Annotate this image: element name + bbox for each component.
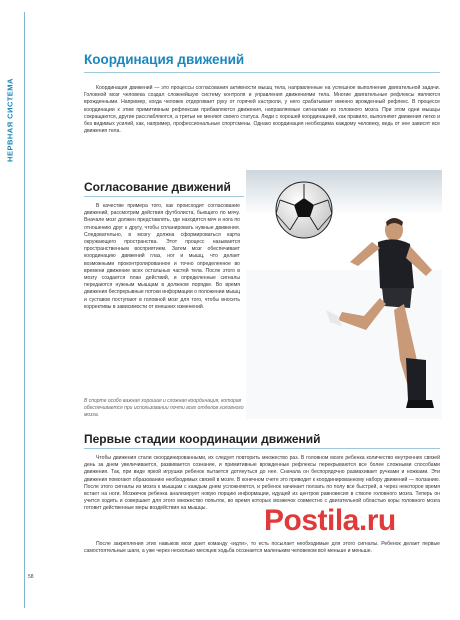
section-heading-coordination: Согласование движений xyxy=(84,180,231,194)
title-rule xyxy=(84,72,440,73)
sidebar-divider xyxy=(24,12,25,608)
intro-paragraph: Координация движений — это процессы согласования активности мышц тела, направленные на успешное выполнение двигательной задачи. Головной мозг человека создал сложнейшую систему контроля и управления движениями тела. Многие двигательные рефлексы являются врожденными. Например, когда человек отдергивает руку от горячей кастрюли, у него срабатывает именно врожденный рефлекс. В процессе координации к этим примитивным рефлексам прибавляются движения, направляемые сигналами из головного мозга. При этом одни мышцы сокращаются, другие расслабляются, а третьи не меняют своего статуса. Люди с хорошей координацией, как правило, выполняют движения легко и без видимых усилий, как, например, профессиональные спортсмены. Однако координация необходима каждому человеку, ведь от нее зависят все движения тела. xyxy=(84,85,440,135)
section-rule-1 xyxy=(84,196,244,197)
section1-paragraph: В качестве примера того, как происходит согласование движений, рассмотрим действия футболиста, бьющего по мячу. Вначале мозг должен представлять, где находятся мяч и нога по отношению друг к другу, чтобы спланировать нужные движения. Следовательно, в мозгу должна сформироваться карта окружающего пространства. Этот процесс называется пространственным восприятием. Затем мозг обеспечивает координацию движений глаз, ног и мышц, что делает возможными проконтролированное и точно определенное во времени движение всех остальных частей тела. После этого в мозгу создается план действий, и определенные сигналы передаются нужным мышцам в должном порядке. Во время движения беспрерывные потоки информации о положении мышц и суставов поступают в головной мозг для того, чтобы вносить коррективы в зависимости от внешних изменений. xyxy=(84,203,240,310)
ball-icon xyxy=(276,182,332,238)
page-title: Координация движений xyxy=(84,52,245,67)
page-number: 58 xyxy=(28,574,34,580)
photo-caption: В спорте особо важная хорошая и сложная координация, которая обеспечивается при использовании почти всех отделов головного мозга. xyxy=(84,398,244,418)
section2-paragraph-2: После закрепления этих навыков мозг дает команду «идти», то есть посылает необходимые для этого сигналы. Ребенок делает первые самостоятельные шаги, а уже через несколько месяцев ходьба осознается маленьким человеком всё меньше и меньше. xyxy=(84,541,440,555)
watermark: Postila.ru xyxy=(264,504,396,537)
section2-paragraph-1: Чтобы движения стали скоординированными, их следует повторить множество раз. В головном мозге ребенка количество внутренних связей день за днем увеличивается, развивается сознание, и примитивные врожденные рефлексы перекрываются все более сложными способами движения. Так, при виде яркой игрушки ребенок пытается дотянуться до нее. Сначала он беспорядочно размахивает ручками и ножками. Эти движения помогают образованию необходимых связей в мозге. В конечном счете это приводит к координированному набору движений — ползанию. После этого сигналы из мозга к мышцам с каждым днем усложняются, и ребенок начинает ползать по полу все быстрей, а через некоторое время встает на ноги. Мозжечок ребенка анализирует новую порцию информации, идущей из центров равновесия в стволе головного мозга. Теперь он учится ходить и совершает для этого множество попыток, во время которых мозжечок совместно с двигательной областью коры головного мозга готовит действенные меры воздействия на мышцы. xyxy=(84,455,440,512)
sidebar-section-title: НЕРВНАЯ СИСТЕМА xyxy=(5,78,15,162)
football-player-photo xyxy=(246,170,442,419)
section-heading-first-stages: Первые стадии координации движений xyxy=(84,432,321,446)
section-rule-2 xyxy=(84,448,440,449)
